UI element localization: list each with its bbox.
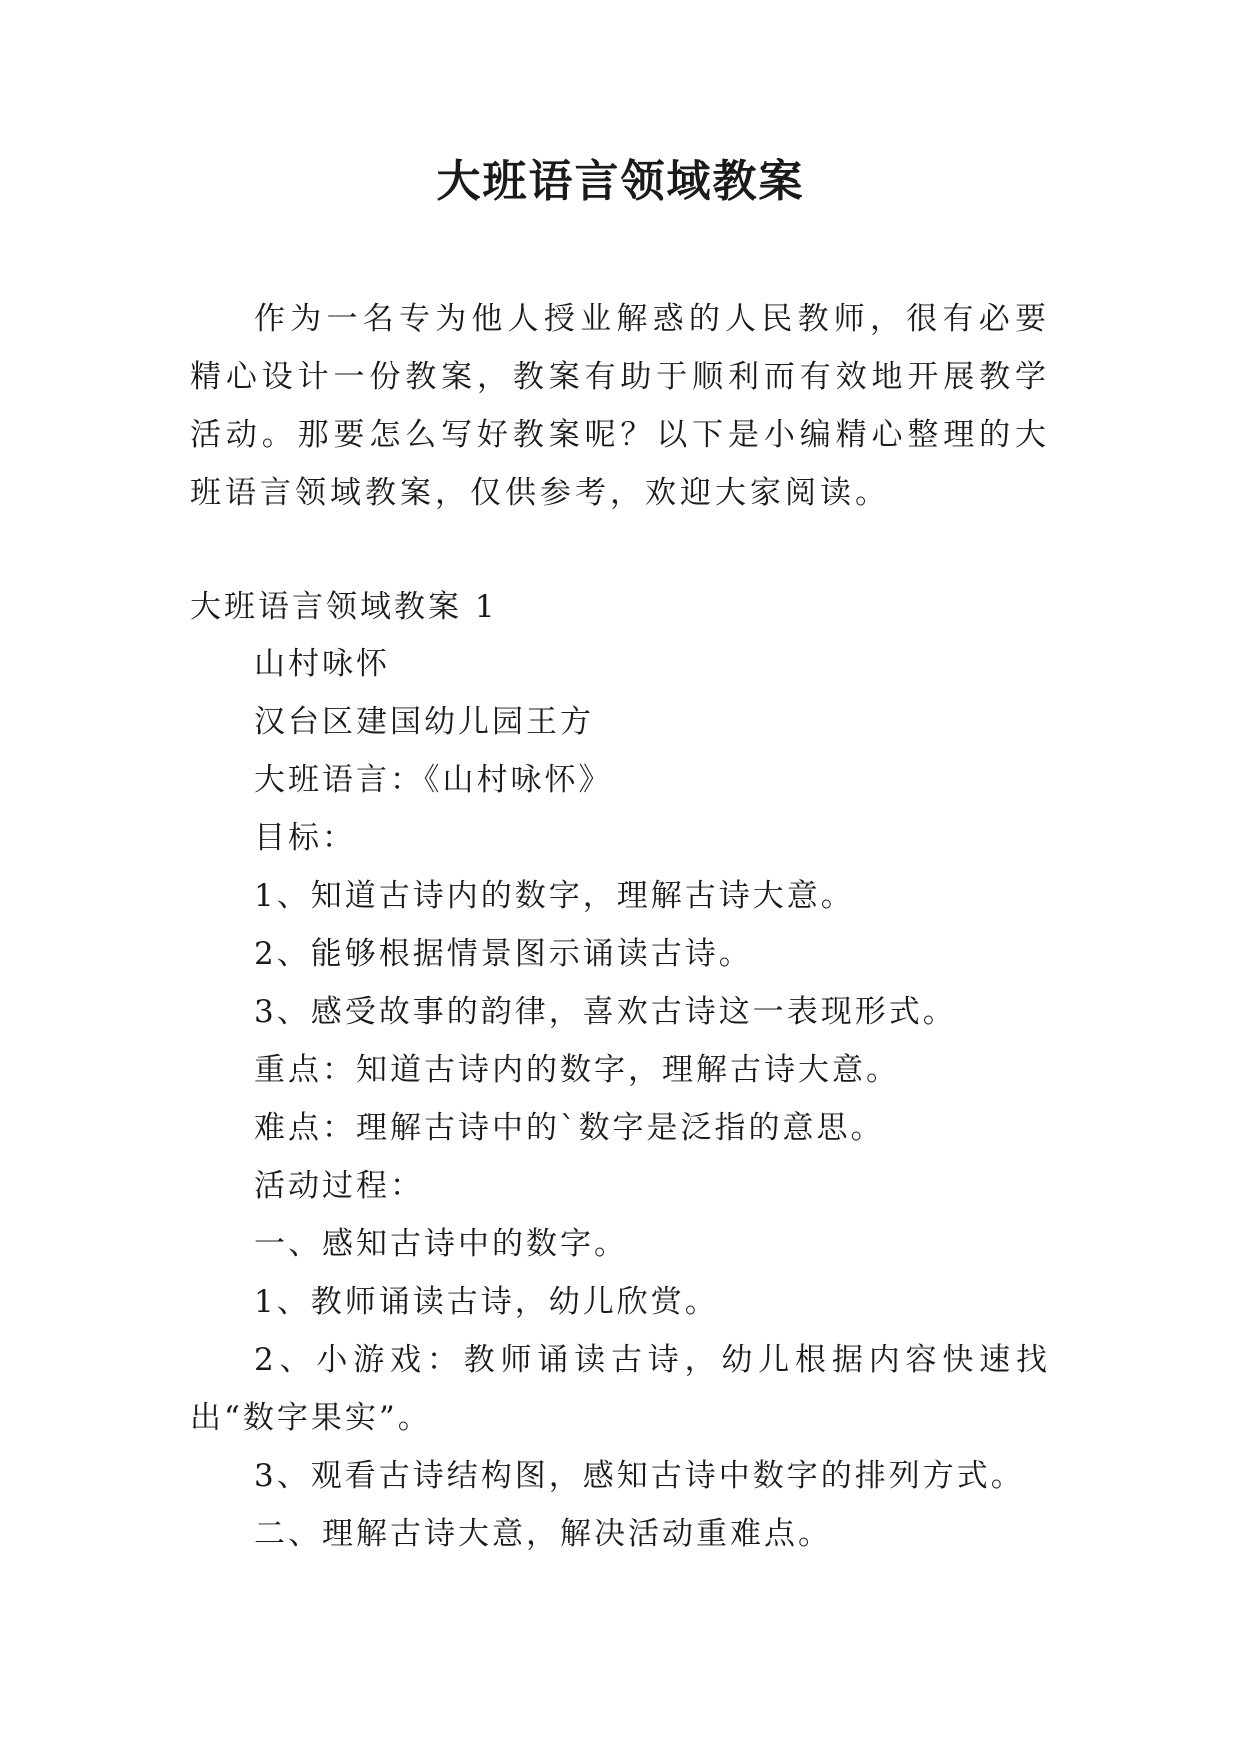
difficulty-line: 难点：理解古诗中的`数字是泛指的意思。: [254, 1110, 885, 1146]
goals-heading: 目标：: [254, 820, 356, 856]
course-line: 大班语言：《山村咏怀》: [254, 762, 613, 798]
lesson-plan-body: [190, 635, 1050, 1563]
author-line: 汉台区建国幼儿园王方: [254, 704, 594, 740]
key-point-line: 重点：知道古诗内的数字，理解古诗大意。: [254, 1052, 900, 1088]
section-heading: 大班语言领域教案 1: [190, 589, 498, 625]
document-title: 大班语言领域教案: [436, 156, 805, 207]
intro-paragraph: 作为一名专为他人授业解惑的人民教师，很有必要精心设计一份教案，教案有助于顺利而有效地开展教学活动。那要怎么写好教案呢？以下是小编精心整理的大班语言领域教案，仅供参考，欢迎大家阅读。: [190, 301, 1050, 511]
goal-item: 2、能够根据情景图示诵读古诗。: [254, 936, 753, 972]
process-step-heading: 一、感知古诗中的数字。: [254, 1226, 628, 1262]
goal-item: 3、感受故事的韵律，喜欢古诗这一表现形式。: [254, 994, 957, 1030]
process-step: 2、小游戏：教师诵读古诗，幼儿根据内容快速找出“数字果实”。: [190, 1342, 1050, 1436]
lesson-title-line: 山村咏怀: [254, 646, 390, 682]
process-heading: 活动过程：: [254, 1168, 424, 1204]
process-step: 1、教师诵读古诗，幼儿欣赏。: [254, 1284, 719, 1320]
process-step: 3、观看古诗结构图，感知古诗中数字的排列方式。: [254, 1458, 1025, 1494]
process-step-heading: 二、理解古诗大意，解决活动重难点。: [254, 1516, 832, 1552]
goal-item: 1、知道古诗内的数字，理解古诗大意。: [254, 878, 855, 914]
